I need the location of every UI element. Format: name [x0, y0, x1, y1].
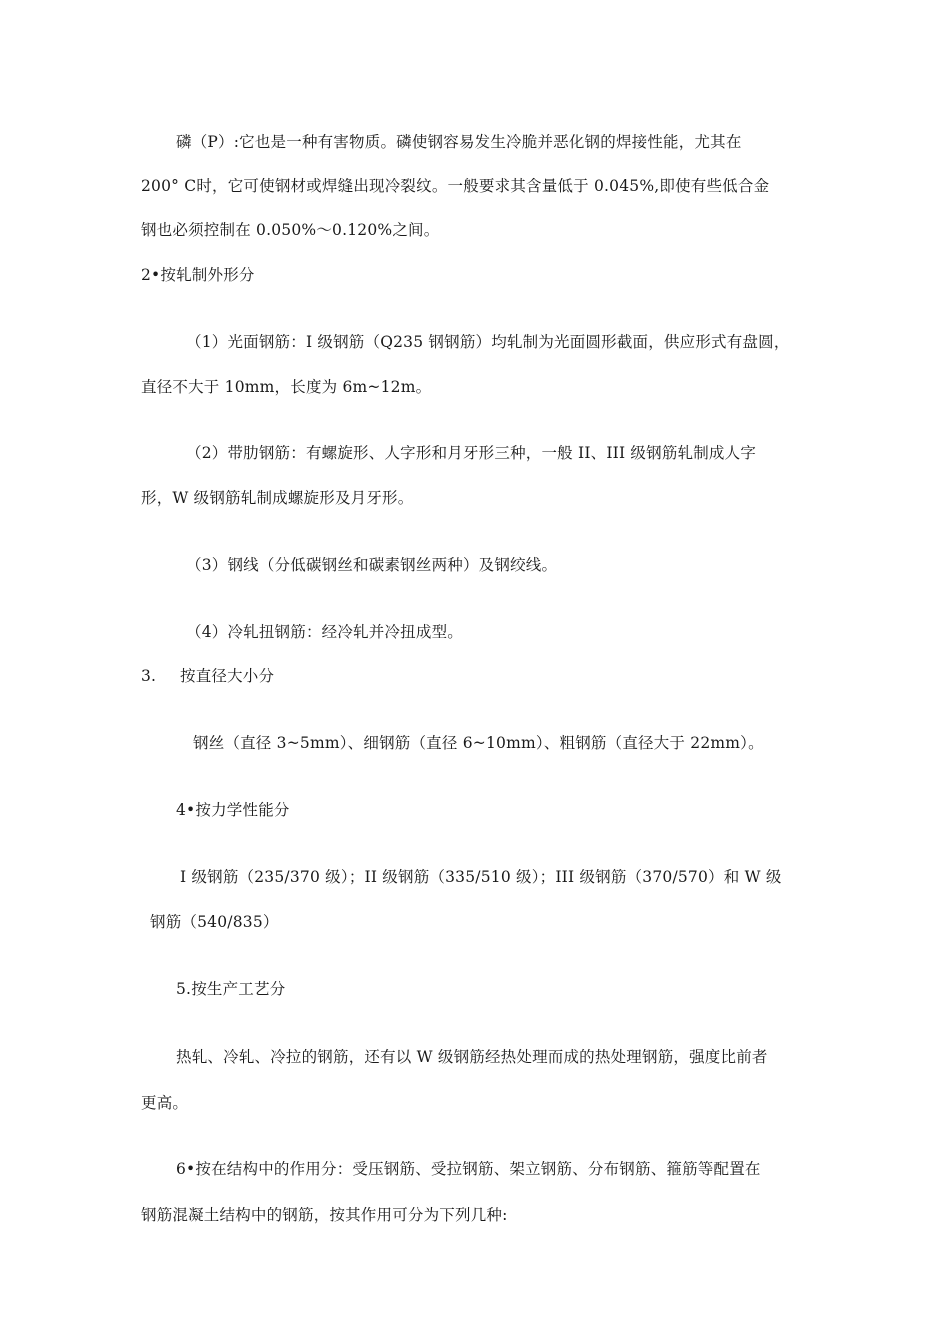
- section-5-line-2: 更高。: [141, 1094, 189, 1112]
- section-6-line-1: 6•按在结构中的作用分：受压钢筋、受拉钢筋、架立钢筋、分布钢筋、箍筋等配置在: [176, 1160, 761, 1178]
- section-2-item-1-line-2: 直径不大于 10mm，长度为 6m~12m。: [141, 378, 432, 396]
- section-2-item-3: （3）钢线（分低碳钢丝和碳素钢丝两种）及钢绞线。: [186, 556, 558, 574]
- section-6-line-2: 钢筋混凝土结构中的钢筋，按其作用可分为下列几种:: [141, 1206, 508, 1224]
- section-2-item-2-line-1: （2）带肋钢筋：有螺旋形、人字形和月牙形三种，一般 II、III 级钢筋轧制成人字: [186, 444, 757, 462]
- section-5-heading: 5.按生产工艺分: [176, 980, 286, 998]
- paragraph-phosphorus-line-2: 200° C时，它可使钢材或焊缝出现冷裂纹。一般要求其含量低于 0.045%,即使有些低合金: [141, 177, 770, 195]
- section-4-heading: 4•按力学性能分: [176, 801, 290, 819]
- paragraph-phosphorus-line-3: 钢也必须控制在 0.050%〜0.120%之间。: [141, 221, 440, 239]
- section-4-line-2: 钢筋（540/835）: [150, 913, 279, 931]
- section-2-item-2-line-2: 形，W 级钢筋轧制成螺旋形及月牙形。: [141, 489, 414, 507]
- section-5-line-1: 热轧、冷轧、冷拉的钢筋，还有以 W 级钢筋经热处理而成的热处理钢筋，强度比前者: [176, 1048, 768, 1066]
- section-3-heading: 按直径大小分: [180, 667, 275, 685]
- section-4-line-1: I 级钢筋（235/370 级）；II 级钢筋（335/510 级）；III 级钢筋（370/570）和 W 级: [180, 868, 782, 886]
- section-2-item-1-line-1: （1）光面钢筋：I 级钢筋（Q235 钢钢筋）均轧制为光面圆形截面，供应形式有盘圆，: [186, 333, 790, 351]
- section-3-number: 3.: [141, 667, 157, 685]
- section-3-text: 钢丝（直径 3~5mm）、细钢筋（直径 6~10mm）、粗钢筋（直径大于 22mm）。: [193, 734, 764, 752]
- paragraph-phosphorus-line-1: 磷（P）:它也是一种有害物质。磷使钢容易发生冷脆并恶化钢的焊接性能，尤其在: [176, 133, 742, 151]
- section-2-heading: 2•按轧制外形分: [141, 266, 255, 284]
- section-2-item-4: （4）冷轧扭钢筋：经冷轧并冷扭成型。: [186, 623, 463, 641]
